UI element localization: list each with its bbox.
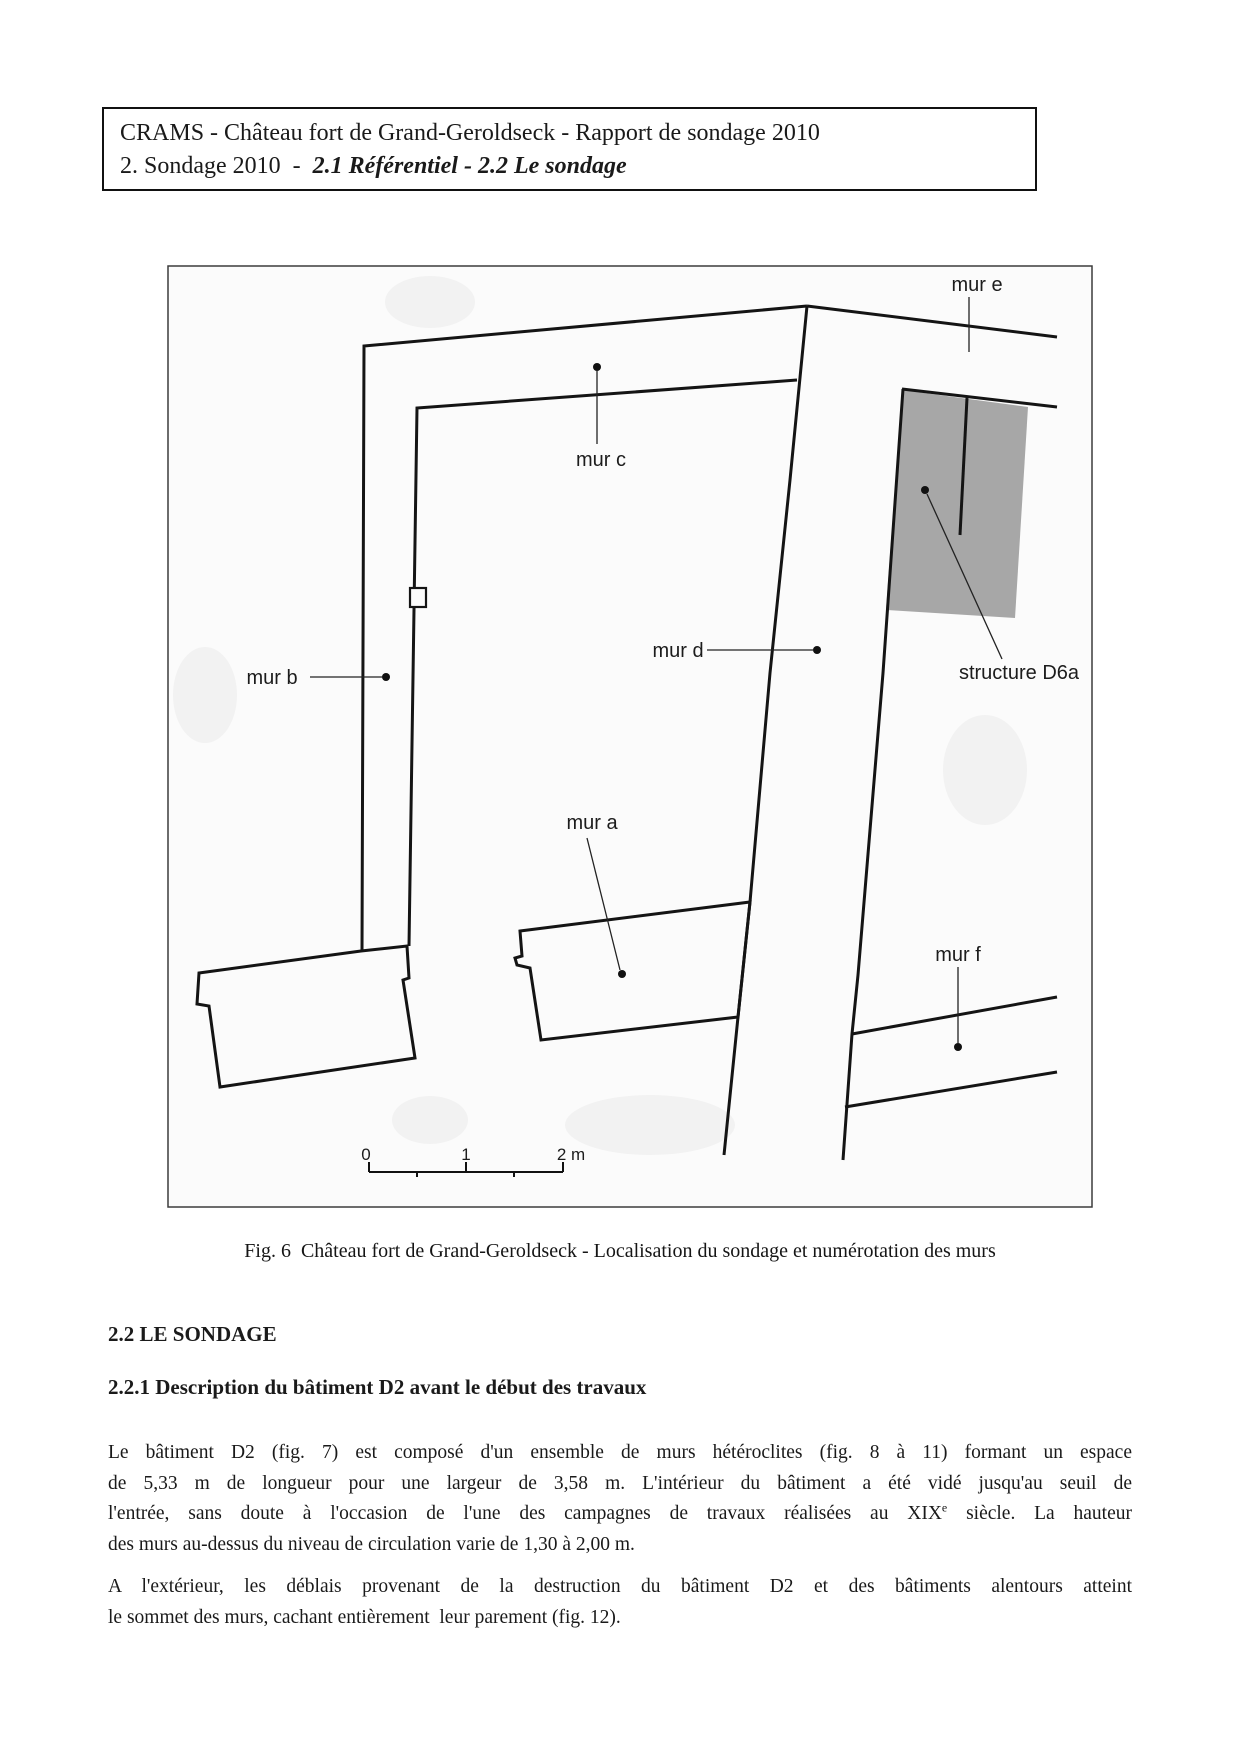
figure-caption: Fig. 6 Château fort de Grand-Geroldseck - Localisation du sondage et numérotation des murs: [244, 1240, 996, 1262]
paragraph-2: [108, 1572, 1132, 1633]
scale-label-2m: 2 m: [556, 1145, 586, 1164]
dot-mur-f: [954, 1043, 962, 1051]
section-heading-2-2: 2.2 LE SONDAGE: [108, 1322, 277, 1346]
header-line-1: CRAMS - Château fort de Grand-Geroldseck - Rapport de sondage 2010: [120, 120, 820, 146]
structure-d6a-area: [886, 390, 1028, 618]
header-line-2: [120, 150, 1035, 183]
dot-mur-b: [382, 673, 390, 681]
label-structure-d6a: structure D6a: [958, 662, 1080, 684]
label-mur-b: mur b: [246, 667, 298, 689]
header-line2-regular: 2. Sondage 2010 -: [120, 153, 313, 179]
label-mur-d: mur d: [652, 640, 704, 662]
paragraph-2-line-2: le sommet des murs, cachant entièrement leur parement (fig. 12).: [108, 1606, 621, 1628]
wall-b-notch: [410, 588, 426, 607]
report-header-box: [102, 107, 1037, 191]
paragraph-1-line-3-text: l'entrée, sans doute à l'occasion de l'une des campagnes de travaux réalisées au XIX: [108, 1503, 942, 1524]
section-heading-2-2-1: 2.2.1 Description du bâtiment D2 avant le début des travaux: [108, 1375, 647, 1399]
dot-mur-c: [593, 363, 601, 371]
dot-mur-d: [813, 646, 821, 654]
paragraph-1-line-4: des murs au-dessus du niveau de circulation varie de 1,30 à 2,00 m.: [108, 1533, 635, 1555]
paragraph-1: [108, 1438, 1132, 1560]
header-line2-accent: 2.1 Référentiel - 2.2 Le sondage: [312, 153, 627, 179]
label-mur-c: mur c: [576, 449, 626, 471]
dot-structure-d6a: [921, 486, 929, 494]
figure-site-plan: [167, 265, 1093, 1208]
label-mur-e: mur e: [951, 274, 1003, 296]
scale-label-0: 0: [361, 1145, 371, 1164]
label-mur-a: mur a: [566, 812, 618, 834]
paragraph-2-line-1: A l'extérieur, les déblais provenant de la destruction du bâtiment D2 et des bâtiments alentours atteint: [108, 1576, 1132, 1597]
site-plan-svg: [167, 265, 1093, 1208]
paragraph-1-line-3: [108, 1499, 1132, 1530]
dot-mur-a: [618, 970, 626, 978]
superscript-e: e: [941, 1500, 948, 1515]
scale-label-1: 1: [461, 1145, 471, 1164]
label-mur-f: mur f: [935, 944, 981, 966]
paragraph-1-line-2: de 5,33 m de longueur pour une largeur de 3,58 m. L'intérieur du bâtiment a été vidé jusqu'au seuil de: [108, 1472, 1132, 1494]
paragraph-1-line-1: Le bâtiment D2 (fig. 7) est composé d'un ensemble de murs hétéroclites (fig. 8 à 11) formant un espace: [108, 1442, 1132, 1463]
paragraph-1-line-3-end: siècle. La hauteur: [947, 1503, 1132, 1524]
